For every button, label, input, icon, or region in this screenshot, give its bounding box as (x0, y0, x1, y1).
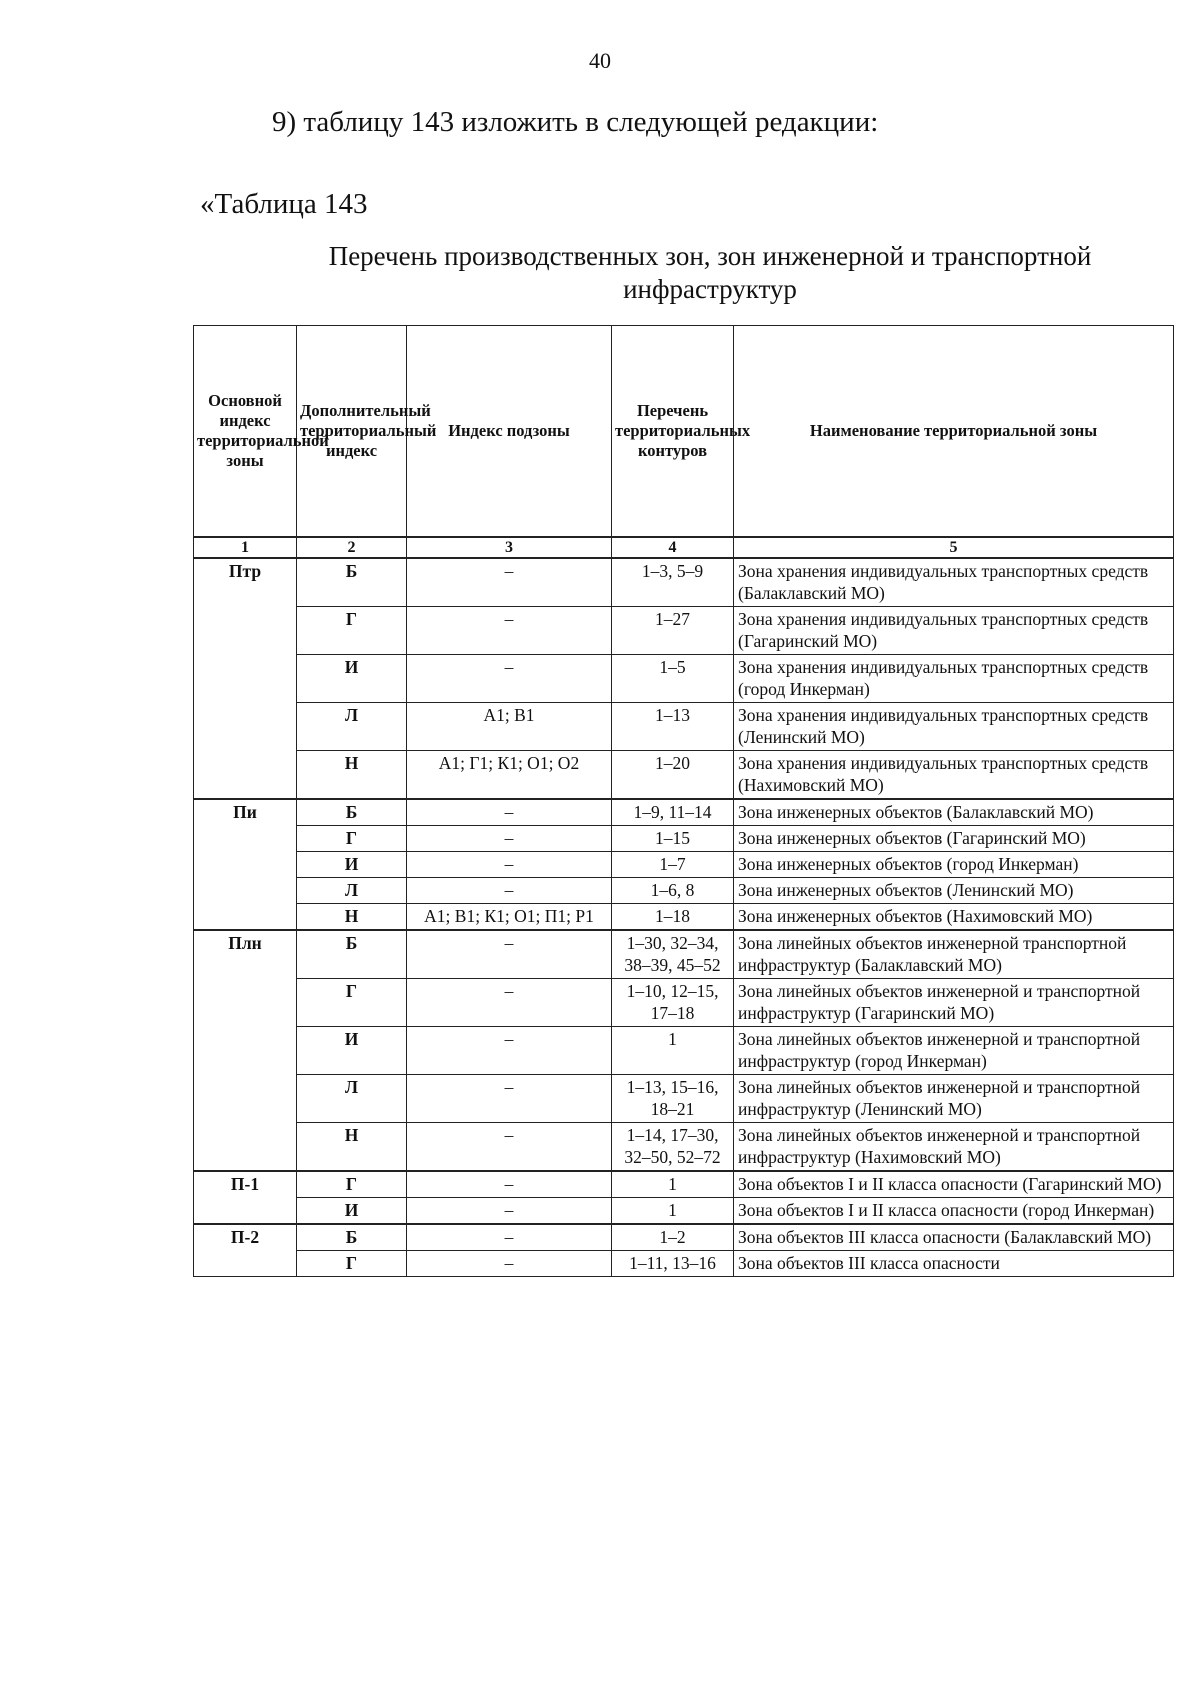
header-main-index: Основной индекс территориальной зоны (194, 326, 297, 538)
additional-zone-index: Б (297, 1224, 407, 1251)
table-row (194, 751, 1174, 800)
header-additional-index: Дополнительный территориальный индекс (297, 326, 407, 538)
table-title: Перечень производственных зон, зон инженерной и транспортной инфраструктур (328, 241, 1092, 304)
zone-name: Зона объектов III класса опасности (734, 1251, 1174, 1277)
territorial-contours: 1–7 (612, 852, 734, 878)
main-zone-index: Птр (194, 558, 297, 799)
zone-name: Зона линейных объектов инженерной и транспортной инфраструктур (Нахимовский МО) (734, 1123, 1174, 1172)
territorial-contours: 1–10, 12–15, 17–18 (612, 979, 734, 1027)
zone-name: Зона объектов III класса опасности (Балаклавский МО) (734, 1224, 1174, 1251)
territorial-contours: 1–27 (612, 607, 734, 655)
table-row (194, 826, 1174, 852)
main-zone-index: Плн (194, 930, 297, 1171)
subzone-index: А1; В1 (407, 703, 612, 751)
table-row (194, 852, 1174, 878)
territorial-contours: 1–5 (612, 655, 734, 703)
additional-zone-index: И (297, 655, 407, 703)
page-number: 40 (589, 48, 611, 73)
subzone-index: – (407, 1075, 612, 1123)
table-row (194, 655, 1174, 703)
table-row (194, 1251, 1174, 1277)
zone-name: Зона линейных объектов инженерной транспортной инфраструктур (Балаклавский МО) (734, 930, 1174, 979)
additional-zone-index: Н (297, 751, 407, 800)
subzone-index: А1; Г1; К1; О1; О2 (407, 751, 612, 800)
territorial-contours: 1–18 (612, 904, 734, 931)
table-header-row (194, 326, 1174, 538)
additional-zone-index: И (297, 852, 407, 878)
additional-zone-index: Б (297, 799, 407, 826)
territorial-contours: 1–9, 11–14 (612, 799, 734, 826)
additional-zone-index: Л (297, 703, 407, 751)
table-row (194, 878, 1174, 904)
subzone-index: – (407, 930, 612, 979)
zones-table (193, 325, 1174, 1277)
table-label: «Таблица 143 (200, 188, 368, 220)
subzone-index: – (407, 826, 612, 852)
subzone-index: А1; В1; К1; О1; П1; Р1 (407, 904, 612, 931)
additional-zone-index: Г (297, 979, 407, 1027)
territorial-contours: 1–3, 5–9 (612, 558, 734, 607)
additional-zone-index: И (297, 1198, 407, 1225)
zone-name: Зона линейных объектов инженерной и транспортной инфраструктур (Ленинский МО) (734, 1075, 1174, 1123)
table-row (194, 1198, 1174, 1225)
additional-zone-index: Н (297, 1123, 407, 1172)
header-zone-name: Наименование территориальной зоны (734, 326, 1174, 538)
additional-zone-index: Н (297, 904, 407, 931)
subzone-index: – (407, 878, 612, 904)
column-number: 1 (194, 537, 297, 558)
zone-name: Зона инженерных объектов (город Инкерман) (734, 852, 1174, 878)
zone-name: Зона объектов I и II класса опасности (Гагаринский МО) (734, 1171, 1174, 1198)
territorial-contours: 1–20 (612, 751, 734, 800)
subzone-index: – (407, 799, 612, 826)
territorial-contours: 1–13 (612, 703, 734, 751)
additional-zone-index: И (297, 1027, 407, 1075)
territorial-contours: 1 (612, 1198, 734, 1225)
territorial-contours: 1 (612, 1027, 734, 1075)
table-row (194, 1075, 1174, 1123)
table-row (194, 558, 1174, 607)
territorial-contours: 1–2 (612, 1224, 734, 1251)
column-number: 4 (612, 537, 734, 558)
amendment-intro: 9) таблицу 143 изложить в следующей редакции: (272, 106, 879, 138)
main-zone-index: П-1 (194, 1171, 297, 1224)
territorial-contours: 1–15 (612, 826, 734, 852)
main-zone-index: Пи (194, 799, 297, 930)
additional-zone-index: Г (297, 1171, 407, 1198)
additional-zone-index: Г (297, 607, 407, 655)
additional-zone-index: Б (297, 930, 407, 979)
zone-name: Зона линейных объектов инженерной и транспортной инфраструктур (город Инкерман) (734, 1027, 1174, 1075)
subzone-index: – (407, 558, 612, 607)
column-number: 2 (297, 537, 407, 558)
additional-zone-index: Г (297, 826, 407, 852)
table-row (194, 1027, 1174, 1075)
subzone-index: – (407, 1123, 612, 1172)
column-numbers-row (194, 537, 1174, 558)
zone-name: Зона инженерных объектов (Гагаринский МО) (734, 826, 1174, 852)
territorial-contours: 1 (612, 1171, 734, 1198)
zone-name: Зона линейных объектов инженерной и транспортной инфраструктур (Гагаринский МО) (734, 979, 1174, 1027)
territorial-contours: 1–11, 13–16 (612, 1251, 734, 1277)
table-row (194, 607, 1174, 655)
additional-zone-index: Л (297, 878, 407, 904)
zone-name: Зона хранения индивидуальных транспортных средств (Нахимовский МО) (734, 751, 1174, 800)
table-row (194, 1171, 1174, 1198)
zone-name: Зона хранения индивидуальных транспортных средств (Ленинский МО) (734, 703, 1174, 751)
subzone-index: – (407, 607, 612, 655)
zone-name: Зона хранения индивидуальных транспортных средств (Гагаринский МО) (734, 607, 1174, 655)
table-row (194, 904, 1174, 931)
territorial-contours: 1–14, 17–30, 32–50, 52–72 (612, 1123, 734, 1172)
table-row (194, 979, 1174, 1027)
additional-zone-index: Л (297, 1075, 407, 1123)
subzone-index: – (407, 1198, 612, 1225)
subzone-index: – (407, 1171, 612, 1198)
column-number: 5 (734, 537, 1174, 558)
territorial-contours: 1–30, 32–34, 38–39, 45–52 (612, 930, 734, 979)
subzone-index: – (407, 1251, 612, 1277)
main-zone-index: П-2 (194, 1224, 297, 1277)
territorial-contours: 1–6, 8 (612, 878, 734, 904)
column-number: 3 (407, 537, 612, 558)
table-row (194, 703, 1174, 751)
zone-name: Зона объектов I и II класса опасности (город Инкерман) (734, 1198, 1174, 1225)
subzone-index: – (407, 852, 612, 878)
subzone-index: – (407, 1224, 612, 1251)
table-row (194, 1123, 1174, 1172)
subzone-index: – (407, 1027, 612, 1075)
zone-name: Зона инженерных объектов (Балаклавский МО) (734, 799, 1174, 826)
subzone-index: – (407, 979, 612, 1027)
header-subzone-index: Индекс подзоны (407, 326, 612, 538)
subzone-index: – (407, 655, 612, 703)
zone-name: Зона инженерных объектов (Нахимовский МО) (734, 904, 1174, 931)
zone-name: Зона хранения индивидуальных транспортных средств (Балаклавский МО) (734, 558, 1174, 607)
additional-zone-index: Б (297, 558, 407, 607)
zone-name: Зона инженерных объектов (Ленинский МО) (734, 878, 1174, 904)
territorial-contours: 1–13, 15–16, 18–21 (612, 1075, 734, 1123)
table-row (194, 1224, 1174, 1251)
header-contours: Перечень территориальных контуров (612, 326, 734, 538)
zone-name: Зона хранения индивидуальных транспортных средств (город Инкерман) (734, 655, 1174, 703)
table-row (194, 930, 1174, 979)
table-row (194, 799, 1174, 826)
additional-zone-index: Г (297, 1251, 407, 1277)
